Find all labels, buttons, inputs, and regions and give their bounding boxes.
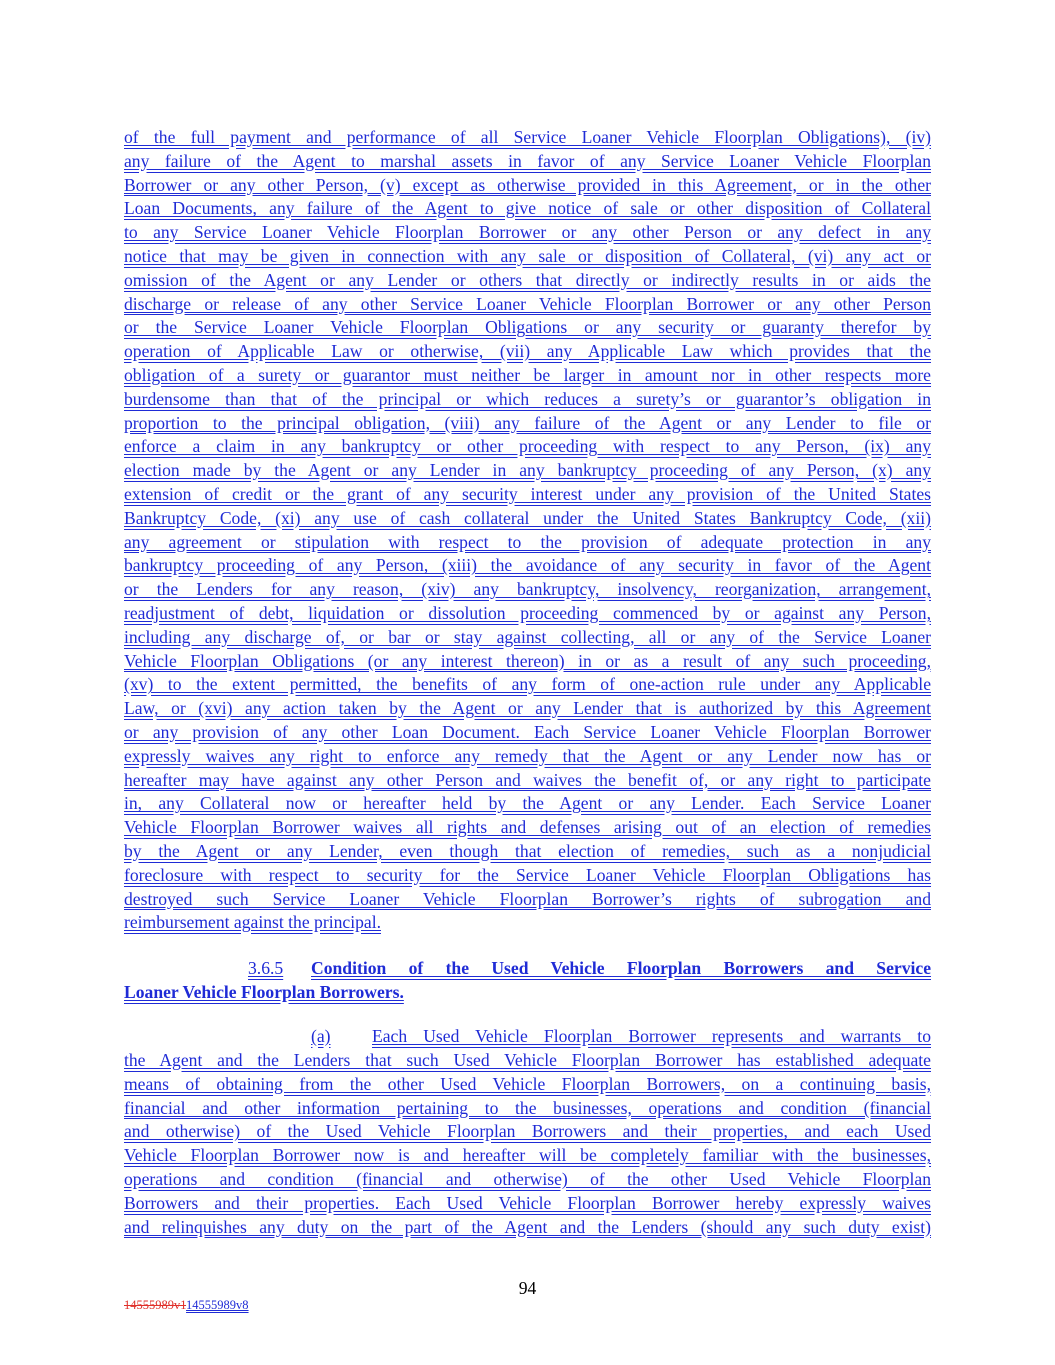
text-line: any agreement or stipulation with respect to the provision of adequate protection in any xyxy=(124,531,931,552)
text-line: means of obtaining from the other Used Vehicle Floorplan Borrowers, on a continuing basis, xyxy=(124,1073,931,1094)
text-line: Vehicle Floorplan Borrower waives all rights and defenses arising out of an election of remedies xyxy=(124,817,931,838)
text-line: the Agent and the Lenders that such Used Vehicle Floorplan Borrower has established adequate xyxy=(124,1050,931,1070)
text-line: reimbursement against the principal. xyxy=(124,912,381,933)
subsection-label: (a) xyxy=(311,1026,331,1046)
text-line: by the Agent or any Lender, even though that election of remedies, such as a nonjudicial xyxy=(124,841,931,861)
text-line: Bankruptcy Code, (xi) any use of cash collateral under the United States Bankruptcy Code, (xii) xyxy=(124,507,931,528)
text-line: Law, or (xvi) any action taken by the Agent or any Lender that is authorized by this Agreement xyxy=(124,698,931,719)
text-line: financial and other information pertaining to the businesses, operations and condition (financial xyxy=(124,1097,931,1118)
text-line: election made by the Agent or any Lender in any bankruptcy proceeding of any Person, (x) any xyxy=(124,460,931,481)
text-line: Vehicle Floorplan Obligations (or any interest thereon) in or as a result of any such proceeding, xyxy=(124,650,931,671)
text-line: destroyed such Service Loaner Vehicle Floorplan Borrower’s rights of subrogation and xyxy=(124,888,931,909)
text-line: (xv) to the extent permitted, the benefits of any form of one-action rule under any Applicable xyxy=(124,674,931,695)
text-line: notice that may be given in connection with any sale or disposition of Collateral, (vi) any act or xyxy=(124,246,931,266)
text-line: Loan Documents, any failure of the Agent to give notice of sale or other disposition of Collateral xyxy=(124,198,931,219)
text-line: or the Lenders for any reason, (xiv) any bankruptcy, insolvency, reorganization, arrangement, xyxy=(124,579,931,600)
section-number: 3.6.5 xyxy=(248,958,284,978)
document-id-inserted: 14555989v8 xyxy=(186,1298,249,1312)
text-line: burdensome than that of the principal or which reduces a surety’s or guarantor’s obligation in xyxy=(124,388,931,409)
text-line: bankruptcy proceeding of any Person, (xiii) the avoidance of any security in favor of the Agent xyxy=(124,555,931,576)
text-line: operation of Applicable Law or otherwise, (vii) any Applicable Law which provides that the xyxy=(124,341,931,362)
text-line: readjustment of debt, liquidation or dissolution proceeding commenced by or against any Person, xyxy=(124,603,931,623)
text-line: Borrowers and their properties. Each Used Vehicle Floorplan Borrower hereby expressly waives xyxy=(124,1192,931,1213)
text-line: expressly waives any right to enforce any remedy that the Agent or any Lender now has or xyxy=(124,745,931,766)
text-line: or any provision of any other Loan Document. Each Service Loaner Vehicle Floorplan Borrower xyxy=(124,722,931,742)
text-line: enforce a claim in any bankruptcy or other proceeding with respect to any Person, (ix) any xyxy=(124,436,931,457)
section-title: Condition of the Used Vehicle Floorplan Borrowers and Service xyxy=(311,958,931,978)
text-line: Vehicle Floorplan Borrower now is and hereafter will be completely familiar with the businesses, xyxy=(124,1145,931,1166)
page-number: 94 xyxy=(518,1278,537,1298)
text-line: obligation of a surety or guarantor must neither be larger in amount nor in other respects more xyxy=(124,365,931,385)
text-line: in, any Collateral now or hereafter held by the Agent or any Lender. Each Service Loaner xyxy=(124,793,931,814)
text-line: and relinquishes any duty on the part of the Agent and the Lenders (should any such duty exist) xyxy=(124,1216,931,1237)
text-line: operations and condition (financial and otherwise) of the other Used Vehicle Floorplan xyxy=(124,1169,931,1189)
subsection-first-line: Each Used Vehicle Floorplan Borrower represents and warrants to xyxy=(372,1026,931,1046)
text-line: Borrower or any other Person, (v) except as otherwise provided in this Agreement, or in the other xyxy=(124,174,931,195)
text-line: including any discharge of, or bar or stay against collecting, all or any of the Service Loaner xyxy=(124,626,931,647)
text-line: of the full payment and performance of all Service Loaner Vehicle Floorplan Obligations), (iv) xyxy=(124,127,931,147)
document-id-deleted: 14555989v1 xyxy=(124,1298,187,1312)
text-line: foreclosure with respect to security for the Service Loaner Vehicle Floorplan Obligations has xyxy=(124,864,931,885)
text-line: extension of credit or the grant of any security interest under any provision of the United States xyxy=(124,484,931,504)
text-line: omission of the Agent or any Lender or others that directly or indirectly results in or aids the xyxy=(124,269,931,290)
section-title-continued: Loaner Vehicle Floorplan Borrowers. xyxy=(124,982,404,1002)
text-line: proportion to the principal obligation, (viii) any failure of the Agent or any Lender to file or xyxy=(124,412,931,433)
text-line: hereafter may have against any other Person and waives the benefit of, or any right to participate xyxy=(124,769,931,790)
text-line: or the Service Loaner Vehicle Floorplan Obligations or any security or guaranty therefor by xyxy=(124,317,931,338)
text-line: and otherwise) of the Used Vehicle Floorplan Borrowers and their properties, and each Used xyxy=(124,1121,931,1142)
text-line: discharge or release of any other Service Loaner Vehicle Floorplan Borrower or any other Person xyxy=(124,293,931,314)
text-line: any failure of the Agent to marshal assets in favor of any Service Loaner Vehicle Floorplan xyxy=(124,150,931,171)
text-line: to any Service Loaner Vehicle Floorplan Borrower or any other Person or any defect in any xyxy=(124,222,931,243)
document-id xyxy=(124,1297,249,1313)
